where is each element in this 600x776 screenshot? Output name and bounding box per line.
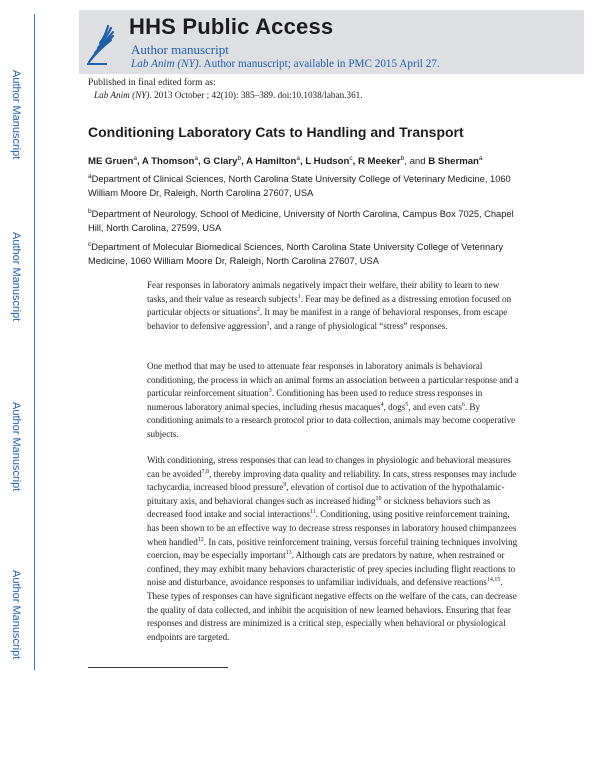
reference-marker[interactable]: 1 — [297, 293, 301, 300]
body-paragraph-2: One method that may be used to attenuate fear responses in laboratory animals is behavioral conditioning, the process in which an animal forms an association between a particular response and a particular reinforcement situation$^3$. Conditioning has been used to reduce stress responses in numerous laboratory animal species, including rhesus macaques$^4$, dogs$^5$, and even cats$^6$. By conditioning animals to a research protocol prior to data collection, animals may become cooperative subjects. — [147, 361, 519, 439]
journal-name: Lab Anim (NY) — [94, 90, 150, 100]
affiliation-b — [88, 205, 528, 235]
body-paragraph-1: Fear responses in laboratory animals negatively impact their welfare, their ability to learn to new tasks, and their value as research subjects$^1$. Fear may be defined as a distressing emotion focused on particular objects or situations$^2$. It may be manifest in a range of behavioral responses, from escape behavior to defensive aggression$^3$, and a range of physiological “stress” responses. — [147, 280, 512, 331]
affiliation-marker: b — [400, 155, 405, 162]
reference-marker[interactable]: 3 — [266, 320, 270, 327]
sidebar-divider — [34, 14, 35, 670]
affiliation-c — [88, 238, 528, 268]
author-list: ME Gruen$^a$, A Thomson$^a$, G Clary$^b$, A Hamilton$^a$, L Hudson$^c$, R Meeker$^b$, and B Sherman$^a$ — [88, 155, 483, 168]
author-manuscript-label: Author manuscript — [131, 42, 229, 57]
affiliation-marker: c — [349, 155, 353, 162]
citation[interactable]: Lab Anim (NY). 2013 October ; 42(10): 385–389. doi:10.1038/laban.361. — [94, 90, 363, 100]
affiliation-text: Department of Neurology, School of Medicine, University of North Carolina, Campus Box 7025, Chapel Hill, North Carolina, 27599, USA — [88, 209, 514, 233]
reference-marker[interactable]: 9 — [283, 482, 287, 489]
hhs-header — [79, 10, 584, 74]
affiliation-marker: a — [478, 155, 483, 162]
affiliation-key: b — [88, 208, 92, 215]
sidebar-label-4: Author Manuscript — [10, 570, 22, 660]
publication-info — [88, 77, 363, 101]
reference-marker[interactable]: 2 — [256, 307, 260, 314]
reference-marker[interactable]: 12 — [197, 536, 204, 543]
reference-marker[interactable]: 5 — [405, 401, 409, 408]
reference-marker[interactable]: 11 — [309, 509, 316, 516]
article-title: Conditioning Laboratory Cats to Handling and Transport — [88, 124, 464, 140]
affiliation-key: a — [88, 173, 92, 180]
reference-marker[interactable]: 7,8 — [201, 468, 210, 475]
affiliation-marker: a — [194, 155, 198, 162]
footnote-rule — [88, 667, 228, 668]
reference-marker[interactable]: 3 — [268, 388, 272, 395]
affiliation-text: Department of Molecular Biomedical Sciences, North Carolina State University College of Veterinary Medicine, 1060 William Moore Dr, Raleigh, North Carolina 27607, USA — [88, 242, 504, 266]
author-name[interactable]: A Hamilton — [246, 156, 297, 168]
published-line: Published in final edited form as: — [88, 77, 216, 88]
hhs-title: HHS Public Access — [129, 14, 334, 39]
reference-marker[interactable]: 14,15 — [486, 577, 501, 584]
sidebar-label-2: Author Manuscript — [10, 232, 22, 322]
reference-marker[interactable]: 10 — [375, 495, 382, 502]
author-name[interactable]: B Sherman — [428, 156, 479, 168]
affiliation-a — [88, 170, 528, 200]
reference-marker[interactable]: 6 — [461, 401, 465, 408]
affiliation-key: c — [88, 241, 92, 248]
affiliation-marker: a — [296, 155, 300, 162]
affiliation-marker: a — [133, 155, 137, 162]
author-name[interactable]: L Hudson — [305, 156, 350, 168]
author-name[interactable]: G Clary — [203, 156, 238, 168]
affiliation-marker: b — [237, 155, 242, 162]
sidebar-label-1: Author Manuscript — [10, 70, 22, 160]
sidebar-label-3: Author Manuscript — [10, 402, 22, 492]
body-paragraph-3: With conditioning, stress responses that can lead to changes in physiologic and behavioral measures can be avoided$^{7,8}$, thereby improving data quality and reliability. In cats, stress responses may include tachycardia, increased blood pressure$^9$, elevation of cortisol due to activation of the hypothalamic-pituitary axis, and behavioral changes such as increased hiding$^{10}$ or sickness behaviors such as decreased food intake and social interactions$^{11}$. Conditioning, using positive reinforcement training, has been shown to be an effective way to decrease stress responses in laboratory housed chimpanzees when handled$^{12}$. In cats, positive reinforcement training, versus forceful training techniques involving coercion, may be especially important$^{13}$. Although cats are predators by nature, when restrained or confined, they may exhibit many behaviors characteristic of prey species including flight reactions to noise and disturbance, avoidance responses to unfamiliar individuals, and defensive reactions$^{14,15}$. These types of responses can have significant negative effects on the welfare of the cats, can decrease the quality of data collected, and inhibit the acquisition of new learned behaviors. Ensuring that fear responses and distress are minimized is a critical step, especially when behavioral or physiological endpoints are targeted. — [147, 455, 518, 642]
hhs-eagle-logo-icon — [83, 18, 117, 68]
reference-marker[interactable]: 4 — [380, 401, 384, 408]
reference-marker[interactable]: 13 — [285, 550, 292, 557]
author-name[interactable]: R Meeker — [357, 156, 401, 168]
author-name[interactable]: ME Gruen — [88, 156, 134, 168]
author-name[interactable]: A Thomson — [141, 156, 195, 168]
affiliation-text: Department of Clinical Sciences, North Carolina State University College of Veterinary Medicine, 1060 William Moore Dr, Raleigh, North Carolina 27607, USA — [88, 174, 511, 198]
journal-availability: Lab Anim (NY). Author manuscript; available in PMC 2015 April 27. — [131, 58, 440, 70]
